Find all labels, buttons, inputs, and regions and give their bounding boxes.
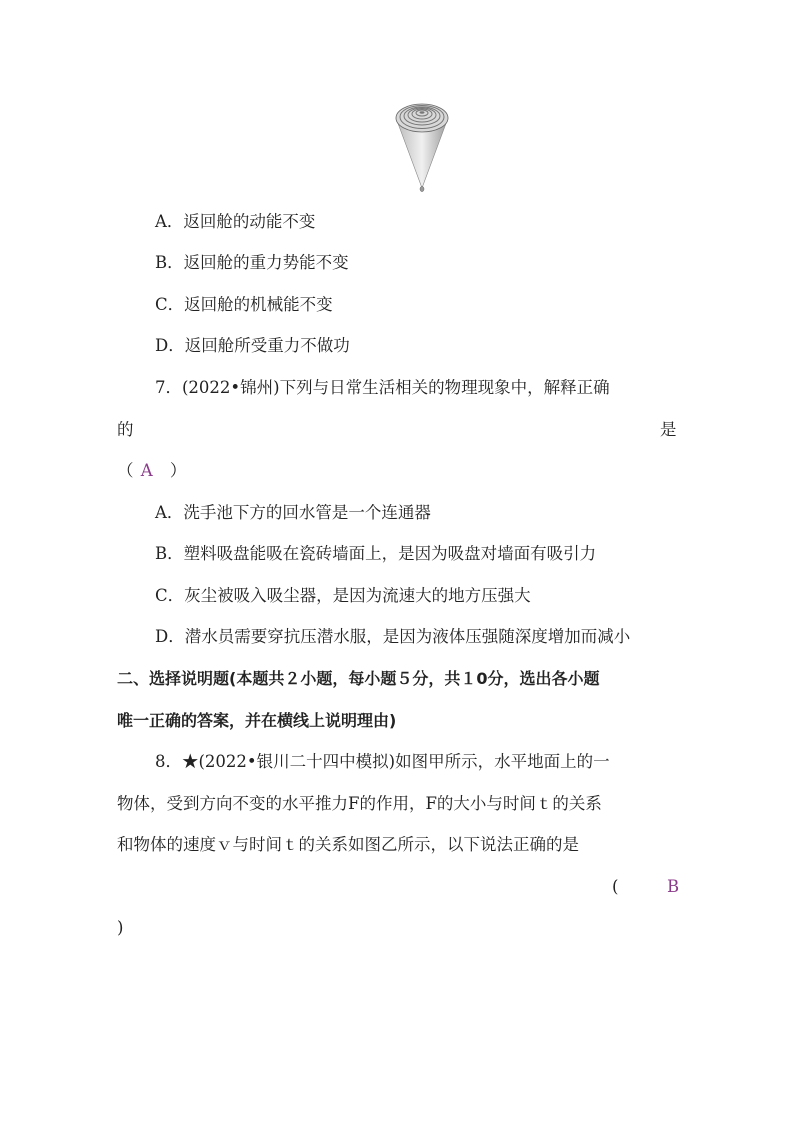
q8-paren-open: ( — [612, 877, 619, 896]
q8-stem-line3: 和物体的速度ｖ与时间ｔ的关系如图乙所示，以下说法正确的是 — [117, 835, 579, 854]
q7-stem-end-right: 是 — [660, 420, 677, 439]
q8-stem-line2: 物体，受到方向不变的水平推力F的作用，F的大小与时间ｔ的关系 — [117, 794, 602, 813]
q7-paren-open: （ — [117, 461, 134, 480]
q8-stem-line1: 8．★(2022•银川二十四中模拟)如图甲所示，水平地面上的一 — [155, 752, 610, 771]
parachute-capsule-figure — [394, 100, 450, 196]
q6-option-c: C．返回舱的机械能不变 — [155, 295, 333, 314]
q7-option-a: A．洗手池下方的回水管是一个连通器 — [155, 503, 431, 522]
q7-answer-bracket — [117, 461, 186, 481]
q6-option-b: B．返回舱的重力势能不变 — [155, 253, 349, 272]
section2-heading-line1: 二、选择说明题(本题共２小题，每小题５分，共１0分，选出各小题 — [117, 669, 600, 688]
q6-option-d: D．返回舱所受重力不做功 — [155, 336, 350, 355]
q8-paren-close: ) — [117, 918, 124, 937]
q7-paren-close: ） — [169, 461, 187, 480]
q6-option-a: A．返回舱的动能不变 — [155, 212, 316, 231]
q7-option-d: D．潜水员需要穿抗压潜水服，是因为液体压强随深度增加而减小 — [155, 627, 631, 646]
q8-answer: B — [667, 877, 680, 896]
q7-answer: A — [140, 461, 153, 480]
q7-option-b: B．塑料吸盘能吸在瓷砖墙面上，是因为吸盘对墙面有吸引力 — [155, 544, 597, 563]
q7-stem-end-left: 的 — [117, 420, 134, 439]
section2-heading-line2: 唯一正确的答案，并在横线上说明理由) — [117, 711, 397, 730]
q7-stem: 7．(2022•锦州)下列与日常生活相关的物理现象中，解释正确 — [155, 378, 610, 397]
q7-option-c: C．灰尘被吸入吸尘器，是因为流速大的地方压强大 — [155, 586, 531, 605]
